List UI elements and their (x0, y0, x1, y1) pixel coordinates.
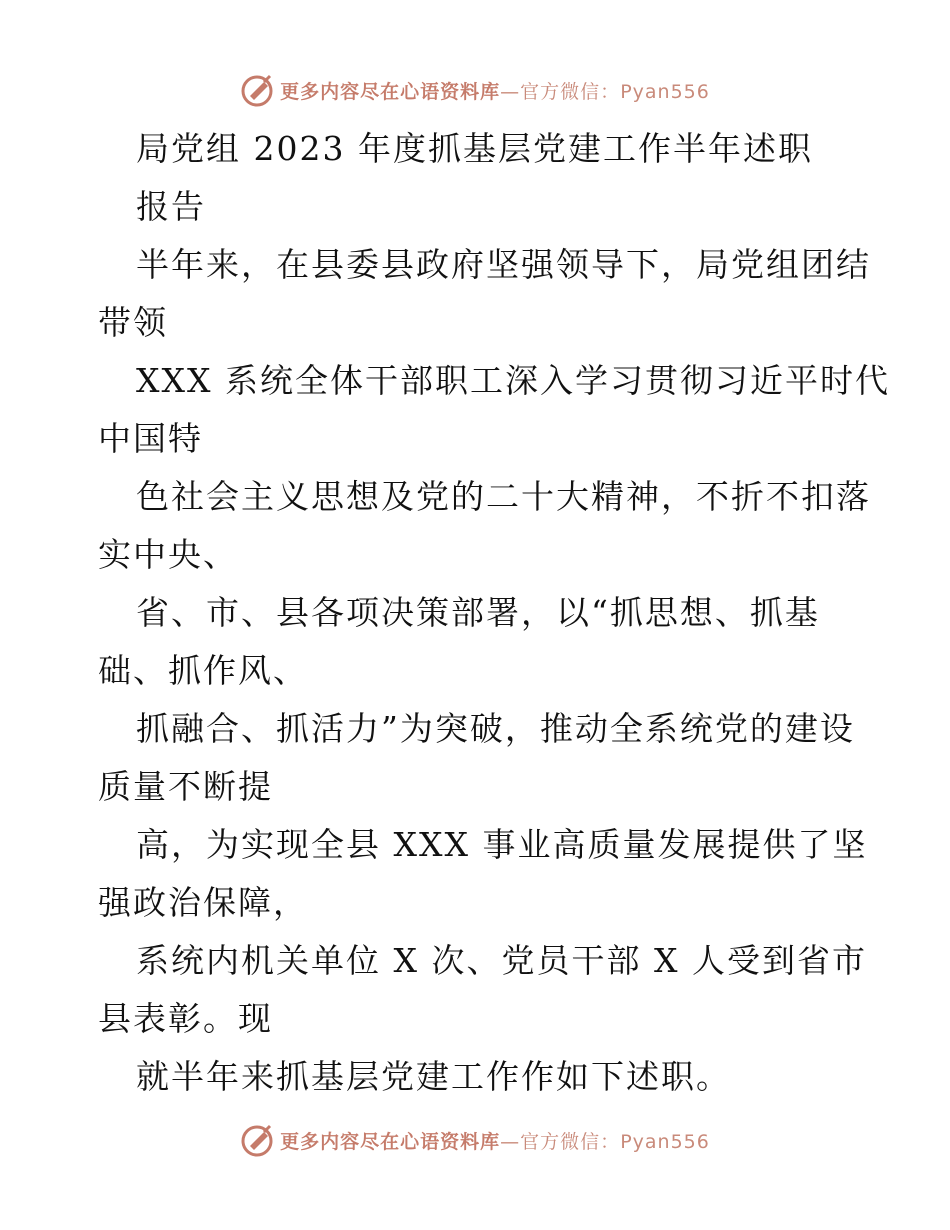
paragraph-first-line: 就半年来抓基层党建工作作如下述职。 (136, 1057, 731, 1096)
header-watermark (0, 70, 950, 110)
paragraph-continuation: 础、抓作风、 (98, 651, 308, 690)
paragraph-continuation: 实中央、 (98, 535, 238, 574)
footer-watermark (0, 1120, 950, 1160)
paragraph-continuation: 强政治保障， (98, 883, 308, 922)
document-body (98, 120, 890, 1106)
pen-logo-icon (240, 1122, 276, 1158)
paragraph-first-line: 报告 (136, 187, 206, 226)
paragraph-continuation: 质量不断提 (98, 767, 273, 806)
paragraph-line (98, 816, 868, 932)
paragraph-line (98, 932, 867, 1048)
pen-logo-icon (240, 72, 276, 108)
paragraph-line (98, 120, 858, 178)
watermark-wechat-id: Pyan556 (620, 1130, 710, 1153)
paragraph-first-line: 色社会主义思想及党的二十大精神，不折不扣落 (136, 477, 871, 516)
paragraph-line (98, 236, 871, 352)
paragraph-continuation: 县表彰。现 (98, 999, 273, 1038)
watermark-wechat-id: Pyan556 (620, 80, 710, 103)
paragraph-line (98, 1048, 858, 1106)
paragraph-first-line: 系统内机关单位 X 次、党员干部 X 人受到省市 (136, 941, 867, 980)
paragraph-line (98, 468, 871, 584)
paragraph-continuation: 带领 (98, 303, 168, 342)
watermark-separator: —官方微信： (500, 1130, 621, 1153)
paragraph-line (98, 178, 858, 236)
watermark-brand: 更多内容尽在心语资料库 (280, 1130, 501, 1153)
watermark-brand: 更多内容尽在心语资料库 (280, 80, 501, 103)
paragraph-first-line: 局党组 2023 年度抓基层党建工作半年述职 (136, 129, 813, 168)
paragraph-first-line: 高，为实现全县 XXX 事业高质量发展提供了坚 (136, 825, 868, 864)
paragraph-continuation: 中国特 (98, 419, 203, 458)
paragraph-line (98, 700, 858, 816)
watermark-separator: —官方微信： (500, 80, 621, 103)
paragraph-first-line: 抓融合、抓活力”为突破，推动全系统党的建设 (136, 709, 855, 748)
paragraph-first-line: 省、市、县各项决策部署，以“抓思想、抓基 (136, 593, 820, 632)
paragraph-line (98, 352, 890, 468)
paragraph-first-line: 半年来，在县委县政府坚强领导下，局党组团结 (136, 245, 871, 284)
paragraph-first-line: XXX 系统全体干部职工深入学习贯彻习近平时代 (136, 361, 890, 400)
paragraph-line (98, 584, 858, 700)
